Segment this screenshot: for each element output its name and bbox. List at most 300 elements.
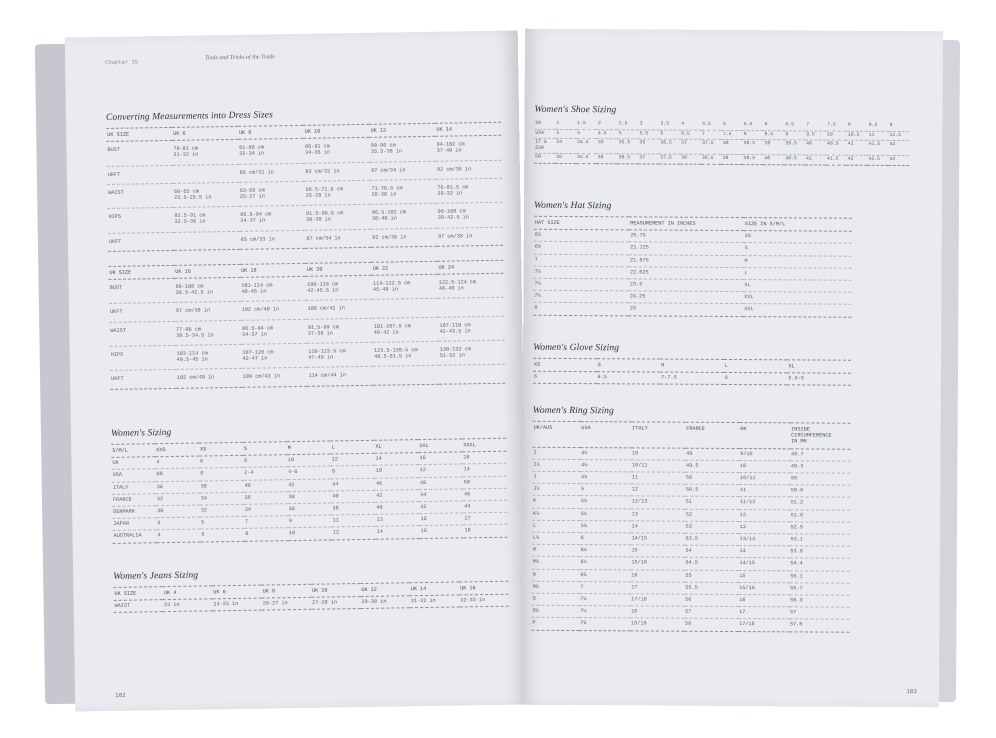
column-header: UK 8 — [238, 125, 304, 139]
table-cell — [174, 231, 240, 250]
column-header: M — [660, 359, 724, 373]
table-cell: 2.5 — [618, 121, 628, 127]
row-label: USA — [112, 472, 123, 479]
table-cell: 91.5-99 cm 37-39 in — [307, 323, 339, 337]
table-cell: 14 — [739, 548, 746, 555]
table-cell: 18 — [631, 608, 638, 615]
row-label: UKFT — [107, 171, 121, 178]
table-cell: 15 — [420, 516, 427, 523]
table-cell: 85 cm/33 in — [240, 235, 275, 243]
row-label: J — [533, 473, 537, 480]
column-header: USA — [580, 422, 631, 448]
table-cell: 1 — [556, 120, 560, 126]
table-cell: 38 — [332, 505, 339, 512]
row-label: J½ — [533, 486, 540, 493]
row-label: O — [532, 595, 536, 602]
table-cell: 22.625 — [629, 269, 649, 276]
column-header: S — [243, 442, 287, 456]
row-label: UKFT — [110, 309, 123, 316]
table-cell: 4 — [157, 532, 161, 539]
table-cell: 4 — [577, 130, 580, 136]
table-cell: 39 — [764, 141, 771, 147]
table-cell: 108 cm/42 in — [307, 305, 345, 313]
row-label: 7¼ — [534, 268, 541, 275]
table-cell: 42 — [889, 142, 896, 148]
row-label: UK — [535, 120, 542, 126]
table-cell: 16 — [419, 455, 426, 462]
column-header: XS — [533, 358, 597, 372]
table-cell: 44 — [332, 480, 339, 488]
column-header: HAT SIZE — [534, 216, 629, 230]
column-header: XS — [199, 442, 243, 456]
table-cell: 35 — [556, 155, 562, 161]
table-cell — [439, 365, 505, 384]
table-row — [534, 154, 909, 166]
table-cell: 6 — [660, 131, 664, 137]
table-cell: 4½ — [581, 461, 588, 468]
jeans-sizing-table — [113, 581, 508, 614]
table-cell: 38 — [288, 493, 295, 500]
table-cell: 48.7 — [790, 450, 804, 458]
table-cell: 38 — [681, 156, 687, 162]
table-cell: 11 — [739, 487, 747, 494]
table-cell: 3 — [556, 130, 560, 136]
table-cell: 17 — [631, 584, 638, 591]
table-cell: 14 — [375, 455, 382, 462]
table-cell: 87 cm/34 in — [306, 234, 341, 242]
row-label: I — [533, 449, 537, 456]
table-cell: 26-27 in — [262, 600, 288, 607]
table-cell: 81-86 cm 32-34 in — [239, 144, 265, 158]
row-label: FRANCE — [112, 496, 132, 503]
table-cell: 18 — [464, 527, 471, 534]
table-cell: 8.5-9 — [788, 375, 804, 382]
table-cell: 9/10 — [740, 450, 753, 457]
column-header: UK/AUS — [533, 421, 581, 447]
table-cell: 21.875 — [630, 256, 649, 264]
table-cell: 60-65 cm 23.5-25.5 in — [173, 188, 212, 201]
table-cell: 44 — [420, 491, 427, 498]
dress-size-table-1 — [106, 122, 503, 252]
table-cell: 56.3 — [790, 597, 803, 604]
table-cell: 6.5 — [785, 122, 795, 128]
table-cell: 10 — [289, 530, 296, 537]
table-cell: 13 — [376, 516, 383, 523]
table-cell: 55 — [685, 572, 692, 579]
column-header: SIZE IN S/M/L — [744, 218, 852, 232]
table-cell: 12 — [739, 511, 747, 518]
table-cell: 49.3 — [790, 463, 804, 470]
table-cell: 50 — [463, 478, 471, 485]
table-cell: 54 — [685, 547, 692, 554]
table-cell: 52.5 — [790, 524, 804, 531]
table-cell: 55.7 — [790, 585, 803, 592]
row-label: L½ — [532, 534, 540, 541]
column-header: UK 16 — [459, 581, 509, 595]
column-header: UK 18 — [240, 263, 306, 277]
column-header: MEASUREMENT IN INCHES — [629, 217, 744, 231]
table-cell: 29-30 in — [361, 598, 387, 606]
table-cell: 42 — [376, 492, 383, 499]
table-cell: 8 — [724, 375, 728, 382]
table-cell: 10 — [827, 132, 833, 138]
column-header: UK 10 — [304, 124, 370, 138]
glove-sizing-section — [533, 343, 851, 386]
section-title: Women's Sizing — [110, 427, 172, 439]
table-cell: L — [744, 269, 748, 276]
table-cell: 11 — [868, 132, 875, 138]
table-cell: 5 — [618, 130, 622, 136]
table-cell: 109 cm/43 in — [242, 373, 281, 381]
table-cell: 52 — [685, 511, 692, 518]
table-cell: 15/16 — [739, 584, 755, 591]
column-header: UK 22 — [372, 261, 438, 275]
table-cell: 50.5 — [685, 486, 699, 494]
table-cell: 14/15 — [631, 535, 648, 542]
table-cell: 11.5 — [889, 132, 902, 138]
table-cell: S — [744, 245, 748, 252]
table-cell: 10 — [632, 450, 639, 457]
table-cell: 8 — [243, 457, 248, 465]
column-header: UK SIZE — [113, 587, 163, 601]
table-cell: 5¾ — [580, 522, 587, 529]
table-cell: 4.5 — [702, 121, 711, 127]
table-cell: 10 — [375, 468, 383, 475]
table-cell: 37.5 — [701, 141, 714, 147]
table-cell: 86.5-94 cm 34-37 in — [241, 325, 274, 338]
table-cell: 32-33 in — [460, 597, 486, 604]
row-label: WAIST — [114, 602, 131, 610]
table-cell: 92 cm/36 in — [436, 165, 472, 173]
dress-size-table-2 — [108, 260, 505, 390]
table-cell: 114 cm/44 in — [308, 372, 346, 380]
row-label: I½ — [533, 461, 540, 468]
table-cell: 17 — [739, 609, 746, 616]
table-cell: 50 — [685, 474, 693, 481]
table-cell: 98-108 cm 38.5-42.5 in — [175, 283, 213, 297]
table-cell: 7 — [702, 131, 705, 137]
table-cell: 16 — [420, 528, 427, 535]
table-cell: 7.5 — [827, 122, 836, 128]
row-label: AUSTRALIA — [113, 532, 142, 540]
left-page — [65, 30, 529, 711]
table-cell: 35 — [597, 140, 604, 146]
table-cell: 46 — [463, 491, 471, 498]
column-header: HK — [739, 423, 790, 449]
row-label: M — [532, 547, 537, 554]
column-header: M — [287, 441, 331, 455]
table-cell: 9 — [288, 518, 293, 525]
table-cell: 5½ — [580, 510, 588, 517]
section-title: Women's Jeans Sizing — [113, 570, 199, 582]
table-cell: 99-108 cm 39-42.5 in — [437, 208, 469, 222]
table-cell: 97 cm/38 in — [175, 307, 211, 315]
column-header: XL — [374, 440, 418, 454]
table-cell: 36.5 — [660, 140, 672, 146]
table-cell: 32 — [200, 507, 208, 514]
table-cell: 38.5 — [701, 156, 714, 162]
table-cell: 53.1 — [790, 536, 803, 543]
table-cell: 23 in — [163, 602, 180, 609]
column-header: UK 14 — [410, 582, 460, 596]
running-title: Tools and Tricks of the Trade — [205, 54, 276, 62]
table-cell: 6.5 — [681, 131, 690, 137]
table-cell: 94-102 cm 37-40 in — [436, 141, 465, 155]
womens-sizing-table — [111, 438, 508, 544]
table-cell: 12 — [631, 486, 639, 493]
table-cell: 3 — [639, 121, 643, 127]
row-label: USA — [535, 130, 545, 136]
table-cell: 34 — [556, 140, 562, 146]
row-label: WAIST — [108, 189, 124, 196]
ring-sizing-table — [531, 421, 850, 633]
table-cell: 101-107.5 cm 40-42 in — [373, 322, 412, 336]
table-cell: 6 — [201, 531, 205, 538]
column-header: XXXL — [462, 438, 506, 452]
jeans-sizing-section — [113, 566, 509, 614]
table-cell: 16 — [739, 597, 746, 604]
table-cell: M — [744, 257, 748, 264]
table-cell: 54.5 — [685, 560, 698, 567]
table-cell: 78-81 cm 31-32 in — [173, 145, 199, 159]
shoe-sizing-section — [534, 105, 909, 166]
table-cell: 40 — [244, 482, 251, 489]
table-cell: 3.5 — [660, 121, 670, 127]
table-cell: 80 cm/31 in — [239, 168, 274, 176]
table-cell: 6½ — [580, 559, 587, 566]
table-cell: 24.25 — [629, 293, 646, 300]
table-cell: 77-86 cm 30.5-34.5 in — [176, 326, 214, 339]
table-cell: 90-96 cm 35.5-38 in — [370, 142, 403, 156]
table-cell: 38 — [722, 141, 729, 147]
table-cell: 10 — [740, 462, 747, 469]
hat-sizing-section — [533, 201, 852, 318]
table-cell: 35.5 — [618, 140, 631, 146]
table-cell: 53.8 — [790, 548, 803, 555]
table-cell: 37 — [639, 155, 646, 161]
row-label: BUST — [109, 284, 123, 291]
table-cell: 8 — [847, 122, 851, 128]
table-cell: 86.5-94 cm 34-37 in — [240, 211, 272, 225]
table-cell: 102 cm/40 in — [241, 306, 280, 314]
table-cell: 55.5 — [685, 584, 698, 591]
table-cell: 6 — [200, 458, 204, 465]
table-cell: 14 — [376, 529, 384, 536]
column-header: UK 12 — [369, 123, 435, 137]
table-cell: 39 — [722, 156, 729, 162]
row-label: FR — [535, 155, 542, 161]
column-header: UK 24 — [437, 260, 503, 274]
row-label: 6 — [533, 373, 538, 381]
table-cell: 27-28 in — [312, 599, 338, 606]
table-cell: 114-122.5 cm 45-48 in — [372, 280, 411, 294]
page-number: 183 — [906, 688, 918, 696]
table-cell: 103-114 cm 40.5-45 in — [176, 350, 208, 364]
table-cell: 36 — [156, 483, 163, 490]
table-row — [533, 371, 851, 385]
table-cell: 51 — [685, 499, 693, 506]
row-label: L — [533, 522, 537, 529]
column-header: XL — [787, 360, 851, 374]
table-cell: 122.5-124 cm 48-49 in — [438, 279, 477, 292]
table-cell: 53.5 — [685, 535, 699, 542]
table-cell: 30 — [157, 508, 164, 515]
table-cell: 50 — [790, 475, 798, 482]
column-header: UK 8 — [261, 584, 311, 598]
table-cell: 6¾ — [580, 571, 587, 578]
table-cell: 12/13 — [631, 498, 648, 505]
table-cell: 44 — [464, 503, 471, 510]
row-label: N — [532, 571, 536, 578]
table-cell: XL — [744, 282, 751, 289]
table-cell: 4.5 — [597, 130, 607, 136]
table-cell: 38.5 — [743, 141, 756, 147]
chapter-label: Chapter 15 — [105, 58, 139, 66]
table-cell: 11 — [631, 474, 639, 481]
table-cell: 51.8 — [790, 511, 804, 519]
section-title: Women's Ring Sizing — [532, 405, 614, 417]
table-cell: 55.1 — [790, 573, 803, 580]
table-cell: 40 — [376, 504, 383, 511]
table-cell: 96.5-102 cm 38-40 in — [371, 209, 407, 223]
table-cell: 6 — [764, 122, 768, 128]
row-label: DENMARK — [113, 508, 136, 515]
table-cell: 6¼ — [580, 547, 587, 554]
table-cell: 4 — [156, 459, 160, 466]
column-header: XXS — [155, 443, 199, 457]
table-cell: 14 — [463, 466, 470, 473]
table-cell: 12 — [332, 529, 340, 536]
table-cell: 0 — [200, 470, 204, 477]
column-header: UK SIZE — [106, 127, 172, 141]
table-cell: 10.5 — [847, 132, 860, 138]
table-cell: 1.5 — [577, 121, 586, 127]
table-cell: 91.5-96.5 cm 36-38 in — [305, 210, 344, 224]
table-cell: 83 cm/32 in — [305, 167, 340, 175]
table-cell: XXL — [744, 306, 754, 313]
column-header: UK 6 — [212, 585, 262, 599]
table-cell: 10/11 — [739, 475, 756, 482]
row-label: 7¾ — [534, 293, 541, 300]
table-cell: 49.5 — [685, 462, 699, 469]
table-cell: 3 — [157, 520, 161, 527]
column-header: UK 16 — [174, 264, 240, 278]
table-cell: XS — [744, 233, 751, 240]
row-label: 7½ — [534, 280, 541, 287]
table-cell: 40.5 — [785, 156, 797, 162]
table-cell: 119-123.5 cm 47-49 in — [308, 348, 346, 362]
table-cell: 76-81.5 cm 29-32 in — [437, 184, 469, 197]
table-cell: 42 — [420, 503, 427, 511]
row-label: IT & EUR — [535, 139, 547, 151]
table-cell: 57.6 — [789, 621, 803, 628]
table-cell: 6 — [580, 535, 584, 542]
table-cell — [373, 366, 439, 385]
row-label: WAIST — [110, 327, 126, 334]
table-cell: 57 — [790, 609, 797, 616]
table-cell: 17/18 — [739, 621, 755, 628]
table-cell: 10/11 — [631, 462, 648, 469]
row-label: M½ — [532, 559, 540, 566]
table-cell: 8 — [245, 531, 249, 538]
page-number: 182 — [115, 691, 126, 699]
womens-sizing-section — [111, 423, 508, 544]
table-cell: 32 — [156, 495, 164, 503]
column-header: ITALY — [631, 422, 685, 448]
table-cell: 9.5 — [806, 132, 815, 138]
column-header: UK 12 — [360, 583, 410, 597]
table-row — [531, 618, 849, 632]
table-cell: 42.5 — [868, 157, 881, 163]
table-cell: 42 — [288, 481, 295, 488]
row-label: JAPAN — [113, 520, 130, 528]
table-cell: 63-69 cm 25-27 in — [239, 187, 265, 200]
table-cell: 36.5 — [618, 155, 631, 161]
table-cell: 4-6 — [288, 469, 298, 476]
table-cell: 36 — [639, 140, 646, 146]
table-cell: 23.5 — [629, 281, 643, 288]
table-cell: 18 — [463, 454, 470, 461]
row-label: K — [533, 498, 537, 505]
row-label: BUST — [107, 146, 121, 154]
column-header: S/M/L — [111, 444, 155, 458]
table-cell: 5.5 — [639, 131, 649, 137]
table-cell: 40.5 — [826, 141, 839, 147]
table-cell: 11/12 — [739, 499, 756, 506]
row-label: UKFT — [111, 376, 124, 383]
table-cell: 25 — [629, 305, 637, 312]
table-cell: 37 — [681, 140, 687, 146]
row-label: 7 — [534, 256, 538, 263]
table-cell: 8 — [743, 131, 747, 137]
table-cell: 41.5 — [826, 156, 839, 163]
table-cell: 38 — [200, 483, 207, 490]
row-label: UK — [112, 460, 119, 467]
column-header: UK 10 — [311, 584, 361, 598]
table-cell: 11 — [332, 517, 340, 524]
table-cell: 66.5-71.5 cm 26-28 in — [305, 186, 344, 199]
table-cell: 14 — [631, 523, 638, 530]
table-cell: 107-120 cm 42-47 in — [242, 349, 274, 363]
table-cell: 31-32 in — [410, 598, 436, 605]
table-cell: 43 — [889, 157, 896, 163]
row-label: ITALY — [112, 484, 129, 491]
table-cell: 13 — [739, 523, 746, 530]
column-header: UK 4 — [163, 586, 213, 600]
table-cell: 130-132 cm 51-52 in — [439, 346, 472, 359]
column-header: INSIDE CIRCUMFERENCE IN MM — [790, 423, 851, 449]
table-cell: XXL — [744, 294, 754, 301]
table-cell: 51.2 — [790, 499, 804, 506]
table-cell: 4¾ — [580, 474, 588, 481]
table-cell: 00 — [156, 471, 163, 478]
table-cell: 107-110 cm 42-43.5 in — [439, 321, 471, 335]
table-cell: 12 — [419, 467, 426, 474]
column-header: L — [330, 440, 374, 454]
section-title: Converting Measurements into Dress Sizes — [105, 110, 273, 123]
table-cell: 7¼ — [580, 596, 587, 603]
row-label: N½ — [532, 583, 539, 590]
table-cell: 36 — [288, 506, 295, 513]
shoe-sizing-table — [534, 120, 909, 166]
table-cell: 102 cm/40 in — [176, 374, 215, 382]
table-cell: 5.5 — [743, 122, 753, 128]
table-cell: 106-116 cm 42-45.5 in — [307, 281, 339, 295]
table-cell: 15 — [739, 572, 746, 579]
table-cell: 9 — [785, 131, 789, 137]
table-cell: 14/15 — [739, 560, 756, 567]
table-cell: 87 cm/34 in — [371, 166, 406, 174]
